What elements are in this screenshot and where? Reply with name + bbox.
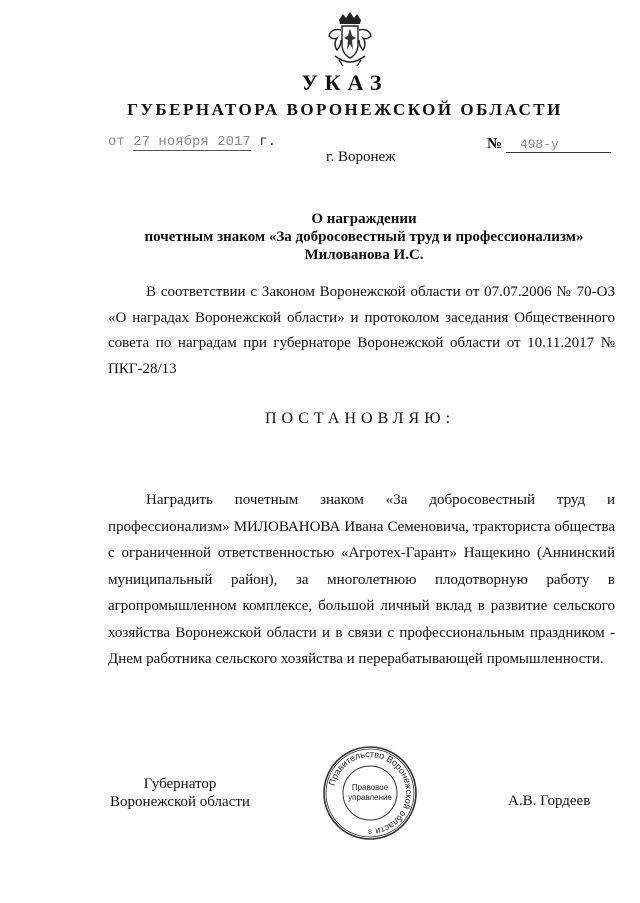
decree-heading: ПОСТАНОВЛЯЮ: bbox=[264, 410, 456, 427]
document-subtitle: ГУБЕРНАТОРА ВОРОНЕЖСКОЙ ОБЛАСТИ bbox=[127, 100, 563, 119]
document-number bbox=[487, 136, 611, 153]
seal-center-line-1: Правовое bbox=[351, 783, 389, 792]
subject-line-2: почетным знаком «За добросовестный труд и профессионализм» bbox=[144, 229, 584, 245]
signatory-position bbox=[105, 775, 255, 811]
number-prefix: № bbox=[487, 136, 503, 152]
date-suffix: г. bbox=[259, 134, 277, 150]
date-value: 27 ноября 2017 bbox=[133, 134, 251, 150]
signatory-position-line-1: Губернатор bbox=[143, 776, 217, 792]
city-label: г. Воронеж bbox=[326, 149, 396, 165]
coat-of-arms-icon bbox=[325, 10, 375, 70]
seal-bottom-mark: 8 bbox=[368, 830, 372, 836]
date-prefix: от bbox=[108, 134, 125, 150]
signatory-position-line-2: Воронежской области bbox=[110, 794, 250, 810]
subject-line-1: О награждении bbox=[311, 211, 417, 227]
body-paragraph: Наградить почетным знаком «За добросовестный труд и профессионализм» МИЛОВАНОВА Ивана Семеновича, тракториста общества с ограниченной ответственностью «Агротех-Гарант» Нащекино (Аннинский муниципальный район), за многолетнюю плодотворную работу в агропромышленном комплексе, большой личный вклад в развитие сельского хозяйства Воронежской области и в связи с профессиональным праздником - Днем работника сельского хозяйства и перерабатывающей промышленности. bbox=[108, 492, 615, 667]
seal-ring-text: Правительство Воронежской области bbox=[326, 748, 415, 837]
signatory-name: А.В. Гордеев bbox=[508, 793, 591, 809]
subject-line-3: Милованова И.С. bbox=[304, 247, 424, 263]
document-date bbox=[108, 134, 276, 150]
number-value: 498-у bbox=[506, 137, 611, 153]
official-seal-stamp bbox=[322, 745, 418, 841]
document-title: УКАЗ bbox=[301, 70, 389, 95]
preamble-paragraph: В соответствии с Законом Воронежской области от 07.07.2006 № 70-ОЗ «О наградах Воронежской области» и протоколом заседания Общественного совета по наградам при губернаторе Воронежской области от 10.11.2017 № ПКГ-28/13 bbox=[108, 284, 615, 377]
seal-center-line-2: управление bbox=[348, 793, 392, 802]
document-subject bbox=[108, 210, 620, 264]
